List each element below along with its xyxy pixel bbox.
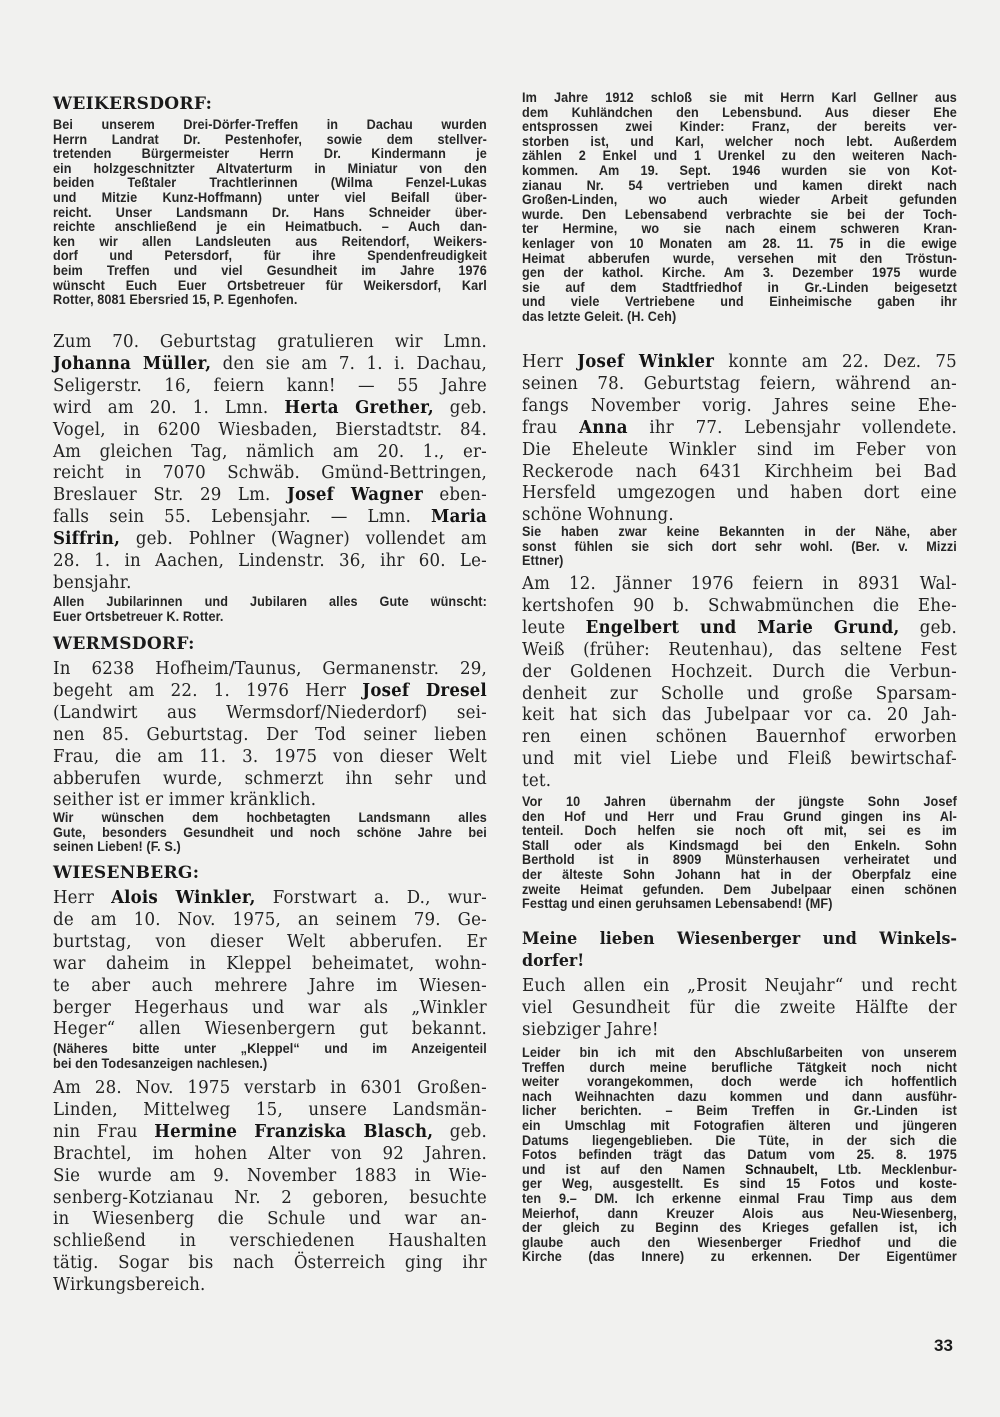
section-heading-wiesenberg: WIESENBERG: [53,863,200,883]
text-line: schließend in verschiedenen Haushalten [53,1231,487,1252]
text-line: zweite Heimat gefunden. Dem Jubelpaar einen schönen [522,881,957,897]
text-line: (Landwirt aus Wermsdorf/Niederdorf) sei- [53,702,487,723]
wiesenberg-note [53,1042,487,1071]
text-line: Sie haben zwar keine Bekannten in der Nähe, aber [522,524,957,539]
text-line: Johanna Müller, den sie am 7. 1. i. Dachau, [53,353,487,374]
text-line: leute Engelbert und Marie Grund, geb. [522,617,957,638]
person-name: Engelbert und Marie Grund, [585,617,900,638]
person-name: Anna [579,417,628,438]
text-line: wünscht Euch Euer Ortsbetreuer für Weikersdorf, Karl [53,277,487,293]
text-line: seither ist er immer kränklich. [53,790,317,811]
text-line: zählen 2 Enkel und 1 Urenkel zu den weiteren Nach- [522,148,957,164]
text-line: Brachtel, im hohen Alter von 92 Jahren. [53,1143,487,1164]
text-line: weiter vorangekommen, doch werde ich hoffentlich [522,1074,957,1090]
letter-body [522,1046,957,1265]
text-line: bei den Todesanzeigen nachlesen.) [53,1055,268,1071]
text-line: Die Eheleute Winkler sind im Feber von [522,439,957,460]
wermsdorf-paragraph [53,659,487,812]
josef-winkler-note [522,525,957,569]
text-line: Datums liegengeblieben. Die Tüte, in der sich die [522,1132,957,1148]
text-line: Euch allen ein „Prosit Neujahr“ und recht [522,976,957,996]
text-line: beim Treffen und viel Gesundheit im Jahre 1976 [53,262,487,278]
text-line: Breslauer Str. 29 Lm. Josef Wagner eben- [53,485,487,506]
text-line: Euer Ortsbetreuer K. Rotter. [53,608,224,624]
text-line: Herr Josef Winkler konnte am 22. Dez. 75 [522,352,957,372]
text-line: der gleich zu Beginn des Krieges gefallen ist, ich [522,1220,957,1236]
text-line: Stall oder als Kindsmagd bei den Enkeln. Sohn [522,837,957,853]
text-line: sonst fühlen sie sich dort sehr wohl. (Ber. v. Mizzi [522,538,957,554]
text-line: und viele Vertriebene und Einheimische gaben ihr [522,294,957,310]
text-line: (Näheres bitte unter „Kleppel“ und im Anzeigenteil [53,1041,487,1056]
text-line: Rotter, 8081 Ebersried 15, P. Egenhofen. [53,292,298,308]
text-line: das letzte Geleit. (H. Ceh) [522,308,677,324]
grund-golden-wedding [522,574,957,793]
text-line: Meine lieben Wiesenberger und Winkels- [522,928,957,948]
text-line: ter Hermine, wo sie nach einem schweren Kran- [522,221,957,237]
text-line: kenlager von 10 Monaten am 28. 11. 75 in die ewige [522,235,957,251]
text-line: gen der kathol. Kirche. Am 3. Dezember 1975 wurde [522,265,957,281]
text-line: tenteil. Doch helfen sie noch oft mit, sei es im [522,823,957,839]
text-line: der Goldenen Hochzeit. Durch die Verbun- [522,661,957,682]
text-line: tet. [522,771,552,792]
text-line: dorfer! [522,950,585,970]
text-line: ten 9.– DM. Ich erkenne einmal Frau Timp aus dem [522,1190,957,1206]
text-line: Herr Alois Winkler, Forstwart a. D., wur- [53,888,487,908]
text-line: denheit zur Scholle und große Sparsam- [522,683,957,704]
text-line: Siffrin, geb. Pohlner (Wagner) vollendet am [53,529,487,550]
text-line: Gute, besonders Gesundheit und noch schöne Jahre bei [53,824,487,840]
wiesenberg-blasch-obituary [53,1078,487,1297]
text-line: Vor 10 Jahren übernahm der jüngste Sohn Josef [522,794,957,809]
text-line: Am gleichen Tag, nämlich am 20. 1., er- [53,441,487,462]
text-line: falls sein 55. Lebensjahr. — Lmn. Maria [53,507,487,528]
text-line: war daheim in Kleppel beheimatet, wohn- [53,953,487,974]
text-line: Hersfeld umgezogen und haben dort eine [522,483,957,504]
text-line: kertshofen 90 b. Schwabmünchen die Ehe- [522,595,957,616]
text-line: nen 85. Geburtstag. Der Tod seiner lieben [53,724,487,745]
person-name: Johanna Müller, [53,353,212,374]
person-name: Hermine Franziska Blasch, [154,1121,434,1142]
text-line: Am 28. Nov. 1975 verstarb in 6301 Großen- [53,1078,487,1098]
wermsdorf-closing [53,811,487,855]
text-line: Wir wünschen dem hochbetagten Landsmann alles [53,810,487,825]
text-line: nach Weihnachten dazu kommen und dann ausführ- [522,1088,957,1104]
text-line: in Wiesenberg die Schule und war an- [53,1209,487,1230]
blasch-obituary-continued [522,91,957,325]
text-line: keit hat sich das Jubelpaar vor ca. 20 Jah- [522,705,957,726]
letter-greeting [522,976,957,1042]
person-name: Josef Wagner [286,485,423,506]
text-line: Seligerstr. 16, feiern kann! — 55 Jahre [53,375,487,396]
text-line: 28. 1. in Aachen, Lindenstr. 36, ihr 60. Le- [53,551,487,572]
text-line: Kirche (das Innere) zu erkennen. Der Eigentümer [522,1249,957,1265]
weikersdorf-closing [53,595,487,624]
text-line: Linden, Mittelweg 15, unsere Landsmän- [53,1099,487,1120]
text-line: abberufen wurde, schmerzt ihn sehr und [53,768,487,789]
text-line: tretenden Bürgermeister Herrn Dr. Kindermann je [53,146,487,162]
text-line: Bei unserem Drei-Dörfer-Treffen in Dachau wurden [53,117,487,132]
text-line: Wirkungsbereich. [53,1275,206,1296]
text-line: Herrn Landrat Dr. Pestenhofer, sowie dem stellver- [53,131,487,147]
section-heading-wermsdorf: WERMSDORF: [53,634,195,654]
josef-winkler-birthday [522,352,957,527]
text-line: wird am 20. 1. Lmn. Herta Grether, geb. [53,397,487,418]
text-line: de am 10. Nov. 1975, an seinem 79. Ge- [53,909,487,930]
text-line: reicht. Unser Landsmann Dr. Hans Schneider über- [53,204,487,220]
text-line: frau Anna ihr 77. Lebensjahr vollendete. [522,417,957,438]
text-line: Zum 70. Geburtstag gratulieren wir Lmn. [53,332,487,352]
text-line: Weiß (früher: Reutenhau), das seltene Fest [522,639,957,660]
text-line: Heimat abberufen wurde, versehen mit den Tröstun- [522,250,957,266]
person-name: Alois Winkler, [111,888,256,908]
text-line: viel Gesundheit für die zweite Hälfte der [522,997,957,1018]
page-number: 33 [934,1336,953,1355]
text-line: fangs November vorig. Jahres seine Ehe- [522,395,957,416]
text-line: senberg-Kotzianau Nr. 2 geboren, besuchte [53,1187,487,1208]
text-line: Am 12. Jänner 1976 feiern in 8931 Wal- [522,574,957,594]
text-line: glaube auch den Wiesenberger Friedhof und die [522,1234,957,1250]
text-line: schöne Wohnung. [522,505,674,526]
person-name: Josef Dresel [362,680,487,701]
text-line: Im Jahre 1912 schloß sie mit Herrn Karl Gellner aus [522,90,957,105]
person-name: Herta Grether, [284,397,434,418]
person-name: Josef Winkler [577,352,715,372]
text-line: ren einen schönen Bauernhof erworben [522,727,957,748]
text-line: Ettner) [522,553,564,569]
text-line: und Mitzie Kunz-Hoffmann) unter viel Beifall über- [53,189,487,205]
text-line: ken wir allen Landsleuten aus Reitendorf, Weikers- [53,233,487,249]
text-line: seinen 78. Geburtstag feiern, während an- [522,373,957,394]
text-line: der älteste Sohn Johann hat in der Oberpfalz eine [522,866,957,882]
text-line: In 6238 Hofheim/Taunus, Germanenstr. 29, [53,659,487,679]
text-line: und mit viel Liebe und Fleiß bewirtschaf- [522,749,957,770]
text-line: sie auf dem Stadtfriedhof in Gr.-Linden beigesetzt [522,279,957,295]
person-name: Schnaubelt, [745,1161,818,1177]
text-line: reichte anschließend je ein Heimatbuch. – Auch dan- [53,219,487,235]
text-line: ein Umschlag mit Fotografien älteren und jüngeren [522,1117,957,1133]
text-line: te aber auch mehrere Jahre im Wiesen- [53,975,487,996]
text-line: reicht in 7070 Schwäb. Gmünd-Bettringen, [53,463,487,484]
text-line: tätig. Sogar bis nach Österreich ging ihr [53,1253,487,1274]
text-line: Frau, die am 11. 3. 1975 von dieser Welt [53,746,487,767]
section-heading-weikersdorf: WEIKERSDORF: [53,94,213,114]
text-line: und ist auf den Namen Schnaubelt, Ltb. Mecklenbur- [522,1161,957,1177]
text-line: Reckerode nach 6431 Kirchheim bei Bad [522,461,957,482]
text-line: Heger“ allen Wiesenbergern gut bekannt. [53,1019,487,1040]
text-line: ein holzgeschnitzter Altvaterturm in Miniatur von den [53,160,487,176]
text-line: Leider bin ich mit den Abschlußarbeiten von unserem [522,1045,957,1060]
text-line: entsprossen zwei Kinder: Franz, der bereits ver- [522,119,957,135]
weikersdorf-paragraph [53,118,487,308]
text-line: dorf und Petersdorf, für ihre Spendenfreudigkeit [53,248,487,264]
text-line: Vogel, in 6200 Wiesbaden, Bierstadtstr. 84. [53,419,487,440]
text-line: Berthold ist in 8909 Münsterhausen verheiratet und [522,852,957,868]
text-line: Festtag und einen geruhsamen Lebensabend! (MF) [522,896,833,912]
text-line: burtstag, von dieser Welt abberufen. Er [53,931,487,952]
text-line: Großen-Linden, wo auch wieder Arbeit gefunden [522,192,957,208]
text-line: ger Weg, ausgestellt. Es sind 15 Fotos und koste- [522,1176,957,1192]
text-line: siebziger Jahre! [522,1019,659,1040]
text-line: Treffen durch meine berufliche Tätgkeit noch nicht [522,1059,957,1075]
wiesenberg-winkler-obituary [53,888,487,1041]
text-line: zianau Nr. 54 vertrieben und kamen direkt nach [522,177,957,193]
person-name: Siffrin, [53,529,121,550]
grund-note [522,795,957,912]
text-line: Fotos befinden trägt das Datum vom 25. 8. 1975 [522,1147,957,1163]
letter-heading [522,927,957,971]
text-line: storben ist, und Karl, welcher noch lebt. Außerdem [522,133,957,149]
text-line: licher berichten. – Beim Treffen in Gr.-Linden ist [522,1103,957,1119]
text-line: beiden Teßtaler Trachtlerinnen (Wilma Fenzel-Lukas [53,175,487,191]
text-line: den Hof und Herr und Frau Grund gingen ins Al- [522,808,957,824]
text-line: berger Hegerhaus und war als „Winkler [53,997,487,1018]
text-line: wurde. Den Lebensabend verbrachte sie bei der Toch- [522,206,957,222]
text-line: begeht am 22. 1. 1976 Herr Josef Dresel [53,680,487,701]
text-line: bensjahr. [53,572,132,593]
text-line: kommen. Am 19. Sept. 1946 wurden sie von Kot- [522,162,957,178]
text-line: Allen Jubilarinnen und Jubilaren alles Gute wünscht: [53,594,487,609]
text-line: nin Frau Hermine Franziska Blasch, geb. [53,1121,487,1142]
weikersdorf-birthdays [53,332,487,595]
text-line: Meierhof, dann Kreuzer Alois aus Neu-Wiesenberg, [522,1205,957,1221]
person-name: Maria [431,507,487,528]
text-line: Sie wurde am 9. November 1883 in Wie- [53,1165,487,1186]
text-line: dem Kuhländchen den Lebensbund. Aus dieser Ehe [522,104,957,120]
text-line: seinen Lieben! (F. S.) [53,839,181,855]
